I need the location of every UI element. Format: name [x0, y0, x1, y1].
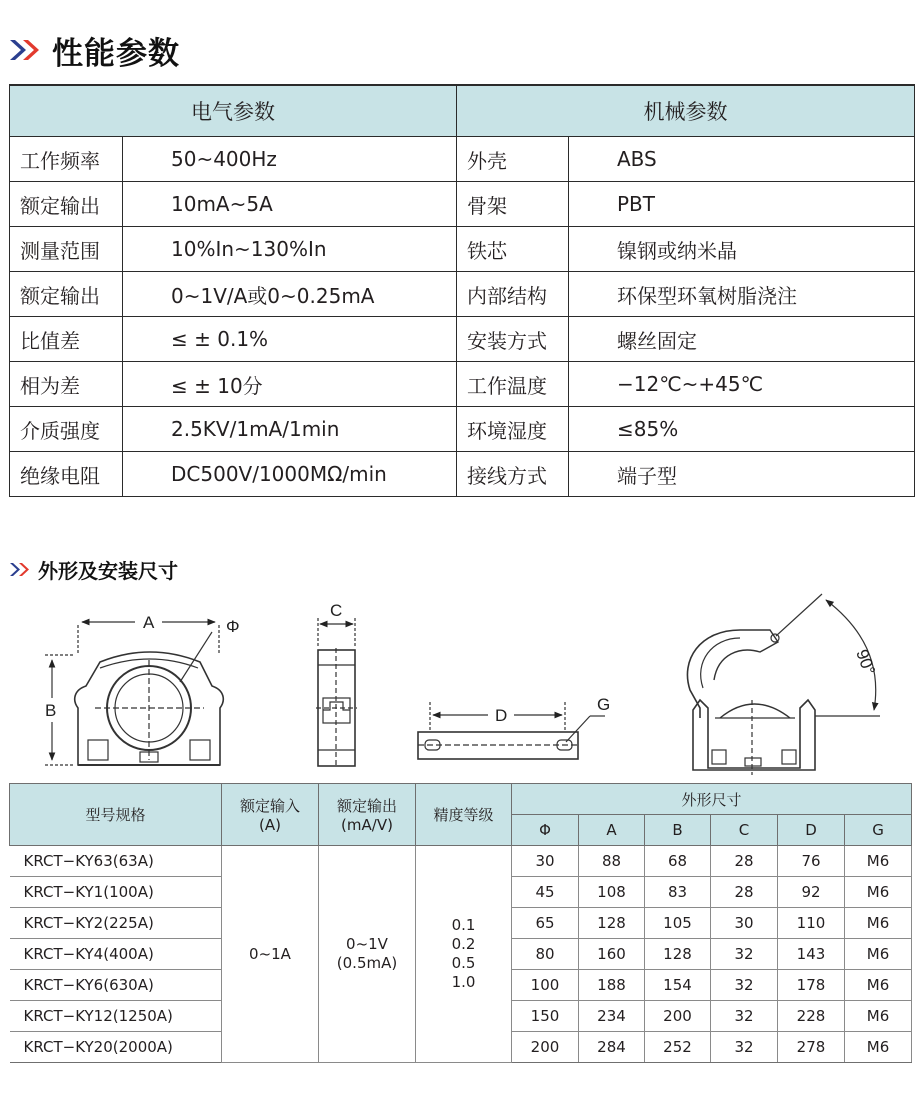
- model-cell: KRCT−KY63(63A): [10, 846, 222, 877]
- dim-cell: M6: [845, 970, 912, 1001]
- dim-cell: 32: [711, 1032, 778, 1063]
- table-row: [10, 137, 915, 182]
- header-col: D: [778, 815, 845, 846]
- param-label: 额定输出: [10, 182, 123, 227]
- electrical-header: 电气参数: [10, 85, 457, 137]
- header-accuracy: 精度等级: [416, 784, 512, 846]
- param-value: 50~400Hz: [123, 137, 457, 182]
- dim-cell: 68: [645, 846, 711, 877]
- dim-cell: M6: [845, 939, 912, 970]
- param-label: 骨架: [457, 182, 569, 227]
- dimension-table: [9, 783, 912, 1063]
- dimension-drawings: [0, 590, 920, 780]
- dim-cell: M6: [845, 846, 912, 877]
- param-label: 环境湿度: [457, 407, 569, 452]
- dim-cell: 154: [645, 970, 711, 1001]
- dim-cell: 45: [512, 877, 579, 908]
- top-view-drawing: [418, 702, 605, 759]
- param-label: 安装方式: [457, 317, 569, 362]
- dim-cell: 228: [778, 1001, 845, 1032]
- param-value: −12℃~+45℃: [569, 362, 915, 407]
- dim-cell: 143: [778, 939, 845, 970]
- param-label: 绝缘电阻: [10, 452, 123, 497]
- model-cell: KRCT−KY12(1250A): [10, 1001, 222, 1032]
- header-model: 型号规格: [10, 784, 222, 846]
- output-line: (0.5mA): [336, 954, 398, 972]
- dim-cell: 178: [778, 970, 845, 1001]
- label-phi: Φ: [226, 617, 240, 636]
- performance-table: [9, 84, 915, 497]
- dim-cell: 252: [645, 1032, 711, 1063]
- section-heading-performance: [10, 28, 180, 72]
- param-value: ≤ ± 10分: [123, 362, 457, 407]
- dim-cell: 88: [579, 846, 645, 877]
- model-cell: KRCT−KY20(2000A): [10, 1032, 222, 1063]
- param-label: 接线方式: [457, 452, 569, 497]
- header-line: (mA/V): [341, 816, 393, 834]
- dim-cell: 200: [645, 1001, 711, 1032]
- section-title: 性能参数: [52, 35, 180, 72]
- model-cell: KRCT−KY4(400A): [10, 939, 222, 970]
- param-label: 工作温度: [457, 362, 569, 407]
- header-col: B: [645, 815, 711, 846]
- accuracy-value: 0.5: [451, 954, 476, 972]
- param-label: 介质强度: [10, 407, 123, 452]
- dim-cell: 278: [778, 1032, 845, 1063]
- table-row: [10, 227, 915, 272]
- accuracy-value: 0.1: [451, 916, 476, 934]
- output-line: 0~1V: [346, 935, 388, 953]
- table-row: [10, 182, 915, 227]
- param-label: 比值差: [10, 317, 123, 362]
- param-label: 相为差: [10, 362, 123, 407]
- model-cell: KRCT−KY2(225A): [10, 908, 222, 939]
- dim-cell: 188: [579, 970, 645, 1001]
- label-angle: 90°: [852, 646, 879, 678]
- table-row: [10, 272, 915, 317]
- double-chevron-icon: [10, 40, 44, 60]
- param-value: 10mA~5A: [123, 182, 457, 227]
- header-rated-output: [319, 784, 416, 846]
- dim-cell: 128: [579, 908, 645, 939]
- header-col: G: [845, 815, 912, 846]
- param-label: 额定输出: [10, 272, 123, 317]
- param-value: DC500V/1000MΩ/min: [123, 452, 457, 497]
- label-a: A: [143, 613, 155, 632]
- table-row: [10, 452, 915, 497]
- accuracy-value: 1.0: [451, 973, 476, 991]
- param-value: 2.5KV/1mA/1min: [123, 407, 457, 452]
- label-g: G: [597, 695, 611, 714]
- dim-cell: 30: [512, 846, 579, 877]
- param-label: 内部结构: [457, 272, 569, 317]
- front-view-drawing: [45, 622, 223, 765]
- dim-cell: 65: [512, 908, 579, 939]
- mechanical-header: 机械参数: [457, 85, 915, 137]
- dim-cell: 28: [711, 877, 778, 908]
- dim-cell: 83: [645, 877, 711, 908]
- header-rated-input: [222, 784, 319, 846]
- section-title: 外形及安装尺寸: [38, 558, 178, 583]
- dim-cell: 234: [579, 1001, 645, 1032]
- dim-cell: 150: [512, 1001, 579, 1032]
- dim-cell: 128: [645, 939, 711, 970]
- section-heading-dimensions: [10, 556, 178, 582]
- label-d: D: [495, 706, 508, 725]
- param-value: 环保型环氧树脂浇注: [569, 272, 915, 317]
- dim-cell: 100: [512, 970, 579, 1001]
- param-label: 工作频率: [10, 137, 123, 182]
- dim-cell: M6: [845, 877, 912, 908]
- dim-cell: 200: [512, 1032, 579, 1063]
- dim-cell: 76: [778, 846, 845, 877]
- table-row: [10, 317, 915, 362]
- dim-cell: M6: [845, 1032, 912, 1063]
- param-value: ≤85%: [569, 407, 915, 452]
- header-col: C: [711, 815, 778, 846]
- rated-output-cell: [319, 846, 416, 1063]
- dim-cell: 28: [711, 846, 778, 877]
- dim-cell: 110: [778, 908, 845, 939]
- dim-cell: M6: [845, 908, 912, 939]
- header-line: 额定输入: [239, 797, 300, 815]
- dim-cell: 108: [579, 877, 645, 908]
- dim-cell: 80: [512, 939, 579, 970]
- dim-cell: 30: [711, 908, 778, 939]
- header-line: 额定输出: [336, 797, 397, 815]
- rated-input-cell: 0~1A: [222, 846, 319, 1063]
- param-label: 外壳: [457, 137, 569, 182]
- side-view-drawing: [316, 618, 357, 768]
- table-row: [10, 846, 912, 877]
- header-outline: 外形尺寸: [512, 784, 912, 815]
- header-col: Φ: [512, 815, 579, 846]
- dim-cell: 92: [778, 877, 845, 908]
- param-label: 铁芯: [457, 227, 569, 272]
- model-cell: KRCT−KY6(630A): [10, 970, 222, 1001]
- dim-cell: 105: [645, 908, 711, 939]
- dim-cell: 32: [711, 1001, 778, 1032]
- header-line: (A): [259, 816, 281, 834]
- param-value: 端子型: [569, 452, 915, 497]
- param-value: PBT: [569, 182, 915, 227]
- dim-cell: M6: [845, 1001, 912, 1032]
- accuracy-value: 0.2: [451, 935, 476, 953]
- param-value: 螺丝固定: [569, 317, 915, 362]
- accuracy-cell: [416, 846, 512, 1063]
- table-row: [10, 362, 915, 407]
- param-value: 10%In~130%In: [123, 227, 457, 272]
- param-label: 测量范围: [10, 227, 123, 272]
- label-b: B: [45, 701, 57, 720]
- dim-cell: 32: [711, 939, 778, 970]
- open-view-drawing: [687, 594, 880, 775]
- param-value: 镍钢或纳米晶: [569, 227, 915, 272]
- dim-cell: 160: [579, 939, 645, 970]
- model-cell: KRCT−KY1(100A): [10, 877, 222, 908]
- double-chevron-icon: [10, 563, 32, 576]
- label-c: C: [330, 601, 343, 620]
- dim-cell: 32: [711, 970, 778, 1001]
- header-col: A: [579, 815, 645, 846]
- param-value: ≤ ± 0.1%: [123, 317, 457, 362]
- dim-cell: 284: [579, 1032, 645, 1063]
- param-value: ABS: [569, 137, 915, 182]
- param-value: 0~1V/A或0~0.25mA: [123, 272, 457, 317]
- table-row: [10, 407, 915, 452]
